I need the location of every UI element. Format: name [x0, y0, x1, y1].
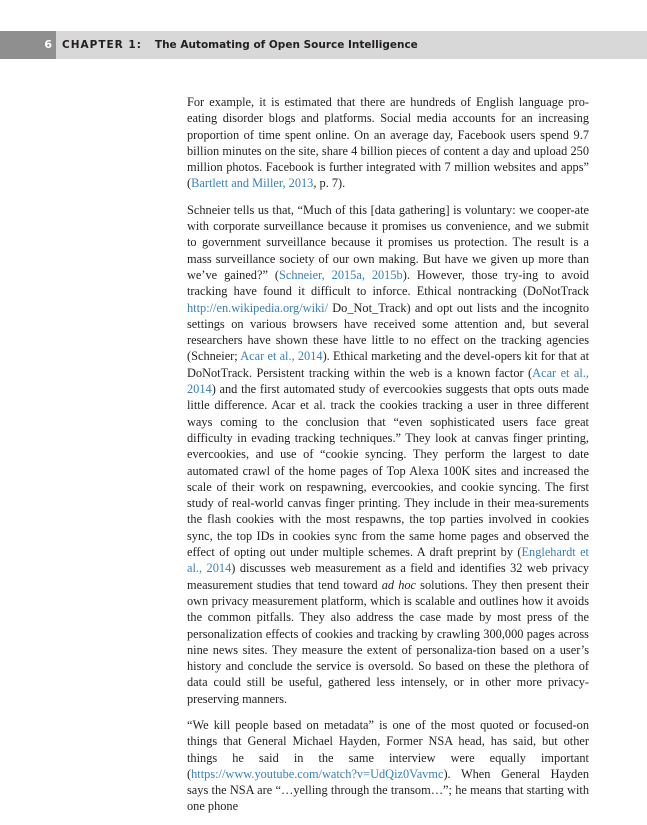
paragraph [187, 94, 589, 192]
text-run: ). When General Hayden says the NSA are “…yelling through the transom…”; he means that starting with one phone [187, 766, 589, 814]
chapter-label: CHAPTER 1: [62, 39, 142, 51]
paragraph [187, 202, 589, 707]
text-run: solutions. They then present their own privacy measurement platform, which is scalable and outlines how it avoids the common pitfalls. They also address the case made by most press of the personalization effects of cookies and tracking by crawling 300,000 pages across nine news sites. They measure the extent of personaliza-tion based on a user’s history and conclude the service is oversold. So based on these the plethora of data could still be useful, gathered less intensely, or in other more privacy-preserving manners. [187, 577, 589, 706]
text-run: For example, it is estimated that there are hundreds of English language pro-eating disorder blogs and platforms. Social media accounts for an increasing proportion of time spent online. On an average day, Facebook users spend 9.7 billion minutes on the site, share 4 billion pieces of content a day and upload 250 million photos. Facebook is further integrated with 7 million websites and apps” ( [187, 95, 589, 191]
running-head-text [62, 31, 418, 59]
text-run: ). Ethical marketing and the devel-opers kit for that at DoNotTrack. Persistent tracking within the web is a known factor ( [187, 349, 589, 380]
citation-link[interactable]: Acar et al., 2014 [240, 349, 323, 364]
citation-link[interactable]: Englehardt et al., 2014 [187, 545, 589, 576]
text-run: Schneier tells us that, “Much of this [data gathering] is voluntary: we cooper-ate with corporate surveillance because it promises us convenience, and we submit to government surveillance because it promises us protection. The result is a mass surveillance society of our own making. But have we given up more than we’ve gained?” ( [187, 202, 589, 282]
text-run: ) discusses web measurement as a field and identifies 32 web privacy measurement studies that tend toward [187, 561, 589, 592]
italic-text: ad hoc [381, 577, 417, 592]
paragraph [187, 717, 589, 815]
text-run: , p. 7). [313, 176, 346, 191]
text-run: ). However, those try-ing to avoid tracking have found it difficult to inforce. Ethical nontracking (DoNotTrack [187, 267, 590, 299]
text-run: Do_Not_Track) and opt out lists and the incognito settings on various browsers have received some attention and, but several researchers have shown these have little to no effect on the tracking agencies (Schneier; [187, 300, 589, 364]
body-text [187, 94, 589, 825]
citation-link[interactable]: Schneier, 2015a, 2015b [278, 267, 403, 282]
citation-link[interactable]: https://www.youtube.com/watch?v=UdQiz0Vavmc [191, 766, 444, 781]
citation-link[interactable]: http://en.wikipedia.org/wiki/ [187, 300, 329, 315]
running-header [0, 31, 647, 59]
text-run: ) and the first automated study of evercookies suggests that opts outs made little difference. Acar et al. track the cookies tracking a user in three different ways coming to the conclusion that “even sophisticated users face great difficulty in evading tracking techniques.” They look at canvas finger printing, evercookies, and use of “cookie syncing. They perform the largest to date automated crawl of the home pages of Top Alexa 100K sites and increased the scale of their work on respawning, evercookies, and cookie syncing. The first study of real-world canvas finger printing. They include in their mea-surements the flash cookies with the most respawns, the top parties involved in cookies sync, the top IDs in cookies sync from the same home pages and observed the effect of opting out under multiple schemes. A draft preprint by ( [187, 382, 589, 560]
citation-link[interactable]: Bartlett and Miller, 2013 [191, 176, 314, 191]
text-run: “We kill people based on metadata” is one of the most quoted or focused-on things that General Michael Hayden, Former NSA head, has said, but other things he said in the same interview were equally important ( [187, 717, 589, 781]
citation-link[interactable]: Acar et al., 2014 [187, 365, 589, 397]
page-number: 6 [0, 31, 56, 59]
chapter-title: The Automating of Open Source Intelligence [154, 39, 418, 51]
